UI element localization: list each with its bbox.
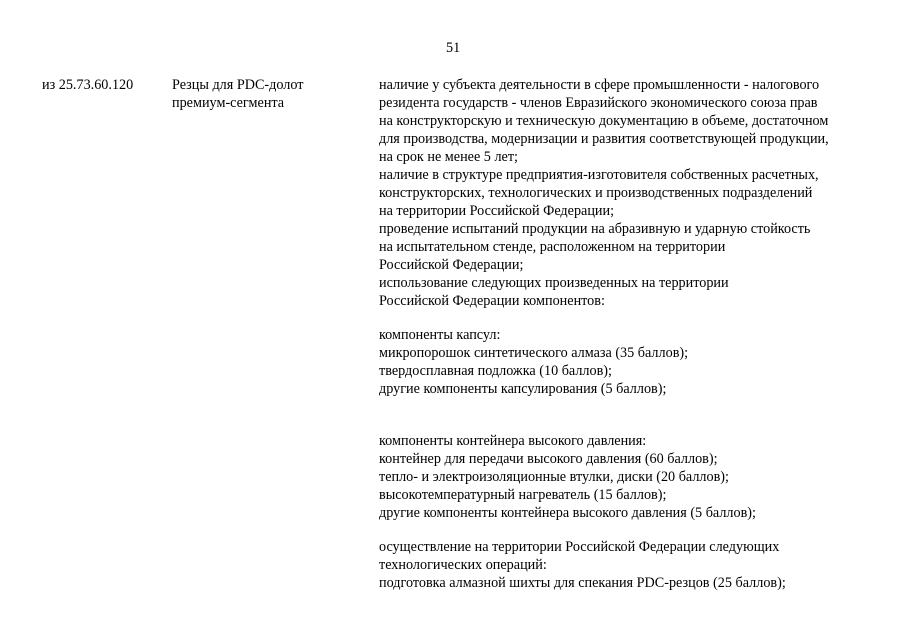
container-item: высокотемпературный нагреватель (15 баллов); [379,487,667,503]
operations-line: подготовка алмазной шихты для спекания PDC-резцов (25 баллов); [379,575,786,591]
container-components [379,432,879,522]
capsule-heading: компоненты капсул: [379,327,501,343]
requirements-intro [379,76,879,310]
requirement-line: Российской Федерации; [379,257,524,273]
requirement-line: на конструкторскую и техническую документацию в объеме, достаточном [379,113,829,129]
requirement-line: для производства, модернизации и развития соответствующей продукции, [379,131,829,147]
product-code: из 25.73.60.120 [42,77,134,93]
requirement-line: наличие в структуре предприятия-изготовителя собственных расчетных, [379,167,819,183]
requirement-line: Российской Федерации компонентов: [379,293,605,309]
capsule-item: другие компоненты капсулирования (5 баллов); [379,381,667,397]
container-heading: компоненты контейнера высокого давления: [379,433,647,449]
requirement-line: использование следующих произведенных на территории [379,275,729,291]
product-name-line: премиум-сегмента [172,95,285,111]
paragraph-gap [379,398,879,432]
capsule-components [379,326,879,398]
container-item: другие компоненты контейнера высокого давления (5 баллов); [379,505,756,521]
capsule-item: микропорошок синтетического алмаза (35 баллов); [379,345,689,361]
operations-line: технологических операций: [379,557,547,573]
requirement-line: на срок не менее 5 лет; [379,149,518,165]
requirement-line: на территории Российской Федерации; [379,203,615,219]
paragraph-gap [379,522,879,538]
requirement-line: наличие у субъекта деятельности в сфере промышленности - налогового [379,77,820,93]
paragraph-gap [379,310,879,326]
requirement-line: резидента государств - членов Евразийского экономического союза прав [379,95,818,111]
container-item: тепло- и электроизоляционные втулки, диски (20 баллов); [379,469,729,485]
requirements-text [379,76,879,592]
product-name-line: Резцы для PDC-долот [172,77,304,93]
container-item: контейнер для передачи высокого давления (60 баллов); [379,451,718,467]
requirement-line: проведение испытаний продукции на абразивную и ударную стойкость [379,221,811,237]
product-name [172,76,352,112]
capsule-item: твердосплавная подложка (10 баллов); [379,363,612,379]
technological-operations [379,538,879,592]
requirement-line: конструкторских, технологических и производственных подразделений [379,185,813,201]
requirement-line: на испытательном стенде, расположенном на территории [379,239,726,255]
page-number: 51 [446,40,461,56]
operations-line: осуществление на территории Российской Федерации следующих [379,539,780,555]
